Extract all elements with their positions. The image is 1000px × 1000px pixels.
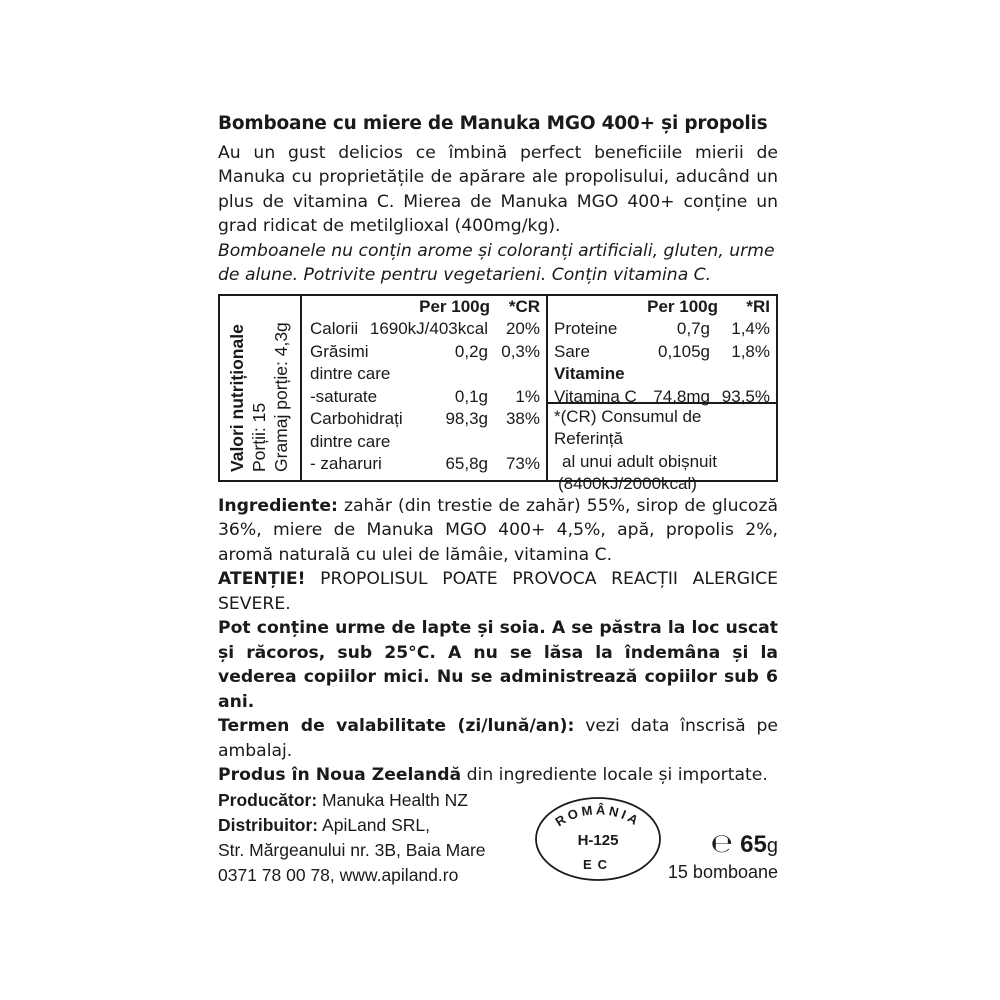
nutrient-name: Carbohidrați (310, 409, 403, 428)
weight-unit: g (766, 834, 778, 857)
storage-instructions: Pot conține urme de lapte și soia. A se păstra la loc uscat și răcoros, sub 25°C. A nu se lăsa la îndemâna și la vederea copiilor mici. Nu se administrează copiilor sub 6 ani. (218, 618, 778, 712)
expiry-info: Termen de valabilitate (zi/lună/an): vezi data înscrisă pe ambalaj. (218, 716, 778, 761)
nutrition-right-column (548, 296, 776, 493)
nutrient-name: Grăsimi (310, 341, 369, 361)
nutrient-amount: 65,8g (445, 454, 488, 473)
distributor-contact: 0371 78 00 78, www.apiland.ro (218, 864, 459, 885)
nutrient-amount: 0,105g (658, 341, 710, 361)
piece-count: 15 bomboane (667, 861, 778, 882)
ingredients: Ingrediente: zahăr (din trestie de zahăr) 55%, sirop de glucoză 36%, miere de Manuka MGO 400+ 4,5%, apă, propolis 2%, aromă naturală cu ulei de lămâie, vitamina C. (218, 495, 778, 565)
nutrition-left-column (302, 296, 548, 480)
nutrition-right-header (554, 296, 770, 319)
nutrient-percent: 0,3% (501, 341, 540, 361)
header-cr: *CR (508, 296, 540, 316)
weight-value: 65 (740, 830, 767, 858)
nutrient-name: Sare (554, 341, 590, 361)
nutrient-amount: 98,3g (445, 409, 488, 428)
nutrition-row (310, 318, 540, 341)
nutrient-percent (488, 431, 540, 454)
nutrition-row (310, 386, 540, 409)
portion-weight: Gramaj porție: 4,3g (271, 321, 291, 472)
nutrient-percent: 1% (515, 386, 540, 406)
product-title: Bomboane cu miere de Manuka MGO 400+ și propolis (218, 113, 768, 134)
nutrient-percent: 73% (505, 454, 540, 473)
product-label (218, 112, 778, 898)
producer-block (218, 788, 778, 898)
stamp-country: ROMÂNIA (552, 801, 644, 829)
nutrition-title: Valori nutriționale (227, 323, 247, 472)
estimated-sign-icon: ℮ (710, 828, 733, 859)
nutrient-name: - zaharuri (310, 454, 382, 473)
nutrient-percent: 20% (505, 319, 540, 338)
nutrient-name: Proteine (554, 319, 618, 338)
portions-count: Porții: 15 (249, 402, 269, 472)
distributor-info: Distribuitor: ApiLand SRL, (218, 814, 431, 835)
nutrition-left-header (310, 296, 540, 319)
nutrition-row (554, 341, 770, 364)
health-mark-stamp (534, 796, 662, 882)
nutrient-percent (488, 363, 540, 386)
nutrition-row (310, 341, 540, 364)
nutrient-percent: 38% (505, 409, 540, 428)
nutrient-percent: 1,4% (731, 319, 770, 338)
reference-footnote: *(CR) Consumul de Referință al unui adult obișnuit (8400kJ/2000kcal) (554, 406, 718, 493)
product-description: Au un gust delicios ce îmbină perfect beneficiile mierii de Manuka cu proprietățile de apărare ale propolisului, aducând un plus de vitamina C. Mierea de Manuka MGO 400+ conține un grad ridicat de metilglioxal (400mg/kg). (218, 142, 778, 236)
distributor-address: Str. Mărgeanului nr. 3B, Baia Mare (218, 839, 486, 860)
origin-info: Produs în Noua Zeelandă din ingrediente locale și importate. (218, 765, 768, 785)
nutrient-name: dintre care (310, 431, 391, 451)
allergy-warning: ATENȚIE! PROPOLISUL POATE PROVOCA REACȚII ALERGICE SEVERE. (218, 569, 778, 614)
nutrition-row (310, 363, 540, 386)
nutrition-row (554, 318, 770, 341)
nutrient-amount: 1690kJ/403kcal (369, 319, 488, 338)
header-per-100g: Per 100g (419, 296, 490, 316)
header-per-100g-right: Per 100g (647, 296, 718, 316)
nutrition-table (218, 294, 778, 493)
nutrition-row (310, 408, 540, 431)
nutrient-name: -saturate (310, 386, 378, 406)
header-ri: *RI (746, 296, 770, 316)
nutrient-amount: 0,7g (676, 319, 710, 338)
nutrient-amount: 0,1g (454, 386, 488, 406)
nutrition-row: Vitamina C 74,8mg 93,5% (554, 386, 770, 406)
allergen-note: Bomboanele nu conțin arome și coloranți artificiali, gluten, urme de alune. Potrivite pentru vegetarieni. Conțin vitamina C. (218, 240, 775, 285)
producer-info: Producător: Manuka Health NZ (218, 789, 468, 810)
vitamins-heading: Vitamine (554, 364, 625, 383)
net-weight (668, 828, 778, 883)
nutrient-amount: 0,2g (454, 341, 488, 361)
nutrient-name: Calorii (310, 319, 359, 338)
nutrition-row (310, 431, 540, 454)
stamp-code: H-125 (577, 831, 619, 849)
nutrient-percent: 1,8% (731, 341, 770, 361)
nutrition-row (310, 453, 540, 476)
nutrition-vertical-header (220, 296, 302, 480)
nutrient-name: dintre care (310, 364, 391, 383)
stamp-ec: EC (582, 856, 614, 872)
